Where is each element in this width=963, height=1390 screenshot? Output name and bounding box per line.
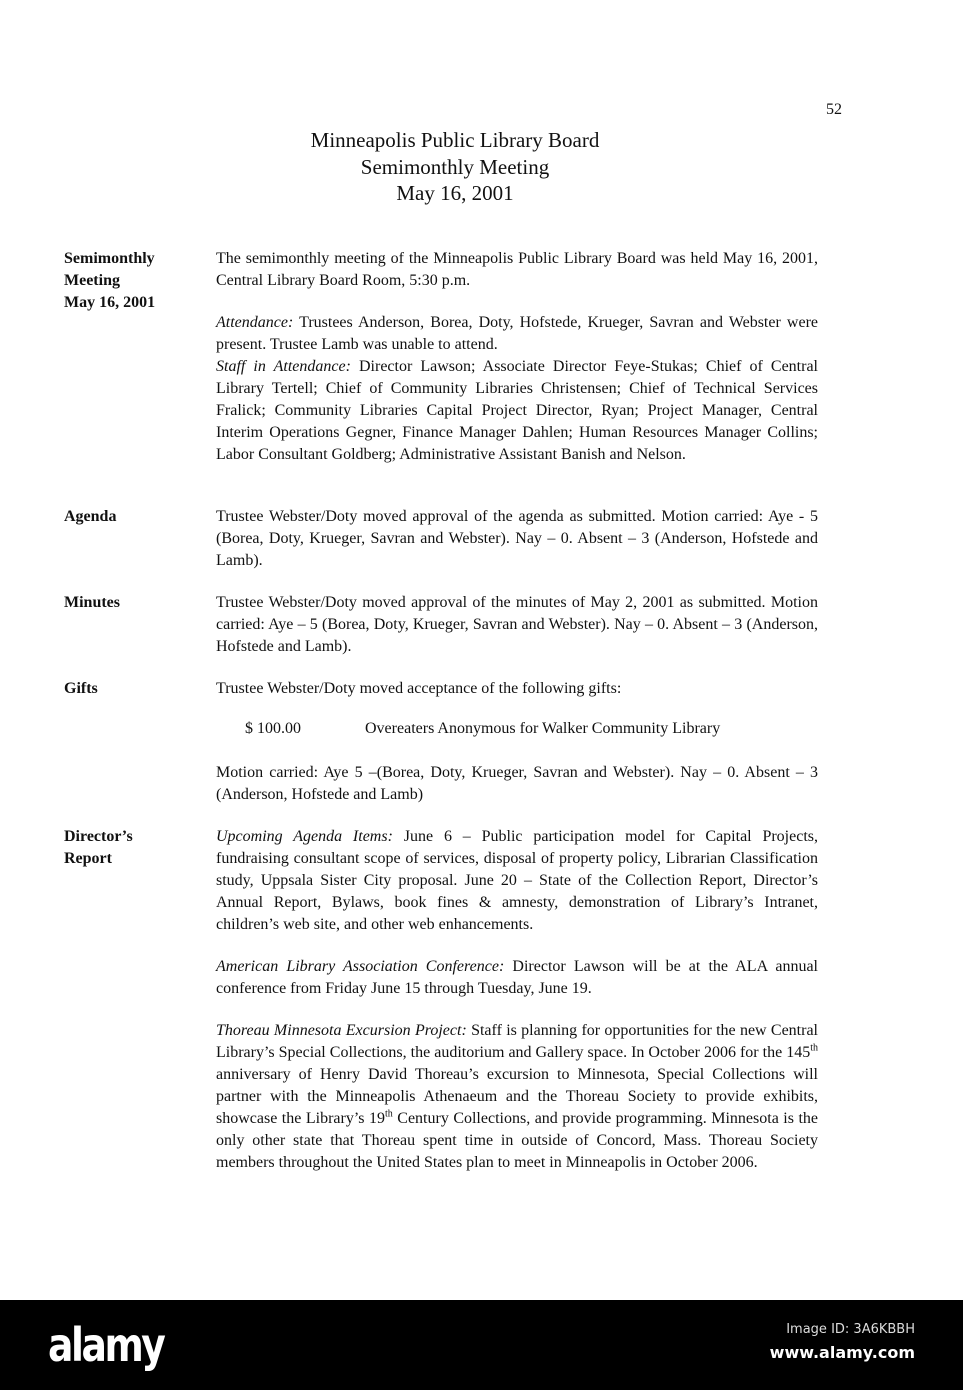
label-line: Meeting bbox=[64, 272, 120, 289]
section-body-meeting bbox=[216, 248, 818, 466]
document-title bbox=[0, 127, 910, 207]
upcoming-lead: Upcoming Agenda Items: bbox=[216, 828, 393, 845]
upcoming-paragraph bbox=[216, 826, 818, 936]
section-label-directors-report bbox=[64, 826, 133, 870]
thoreau-text: anniversary of Henry David Thoreau’s excursion to Minnesota, Special Collections will partner with the Minneapolis Athenaeum and the Thoreau Society to provide exhibits, showcase the Library’s 19 bbox=[216, 1066, 818, 1127]
gift-amount: $ 100.00 bbox=[245, 720, 301, 737]
upcoming-text: June 6 – Public participation model for Capital Projects, fundraising consultant scope of services, disposal of property policy, Librarian Classification study, Uppsala Sister City proposal. June 20 – State of the Collection Report, Director’s Annual Report, Bylaws, book fines & amnesty, demonstration of Library’s Intranet, children’s web site, and other web enhancements. bbox=[216, 828, 818, 933]
watermark-info bbox=[770, 1322, 915, 1362]
agenda-text: Trustee Webster/Doty moved approval of the agenda as submitted. Motion carried: Aye - 5 (Borea, Doty, Krueger, Savran and Webster). Nay – 0. Absent – 3 (Anderson, Hofstede and Lamb). bbox=[216, 508, 818, 569]
section-body-gifts bbox=[216, 678, 818, 700]
gifts-text: Trustee Webster/Doty moved acceptance of the following gifts: bbox=[216, 680, 622, 697]
ordinal-suffix: th bbox=[385, 1108, 393, 1120]
ala-text: Director Lawson will be at the ALA annual conference from Friday June 15 through Tuesday, June 19. bbox=[216, 958, 818, 997]
label-line: Director’s bbox=[64, 828, 133, 845]
section-label-agenda: Agenda bbox=[64, 508, 117, 525]
watermark-bar bbox=[0, 1300, 963, 1390]
thoreau-text: Staff is planning for opportunities for the new Central Library’s Special Collections, the auditorium and Gallery space. In October 2006 for the 145 bbox=[216, 1022, 818, 1061]
staff-paragraph bbox=[216, 356, 818, 466]
meeting-intro: The semimonthly meeting of the Minneapolis Public Library Board was held May 16, 2001, Central Library Board Room, 5:30 p.m. bbox=[216, 250, 818, 289]
gifts-motion-text: Motion carried: Aye 5 –(Borea, Doty, Krueger, Savran and Webster). Nay – 0. Absent – 3 (Anderson, Hofstede and Lamb) bbox=[216, 764, 818, 803]
gifts-motion bbox=[216, 762, 818, 806]
section-label-minutes: Minutes bbox=[64, 594, 120, 611]
title-line: Minneapolis Public Library Board bbox=[310, 128, 600, 152]
section-body-agenda bbox=[216, 506, 818, 572]
image-id: Image ID: 3A6KBBH bbox=[786, 1322, 915, 1337]
ordinal-suffix: th bbox=[810, 1042, 818, 1054]
thoreau-text: Century Collections, and provide programming. Minnesota is the only other state that Thoreau spent time in outside of Concord, Mass. Thoreau Society members throughout the United States plan to meet in Minneapolis in October 2006. bbox=[216, 1110, 819, 1171]
section-body-minutes bbox=[216, 592, 818, 658]
ala-paragraph bbox=[216, 956, 818, 1000]
title-line: Semimonthly Meeting bbox=[360, 154, 550, 179]
page-number: 52 bbox=[826, 101, 842, 118]
site-url: www.alamy.com bbox=[769, 1343, 915, 1362]
attendance-paragraph bbox=[216, 312, 818, 356]
staff-text: Director Lawson; Associate Director Feye-Stukas; Chief of Central Library Tertell; Chief of Community Libraries Christensen; Chief of Technical Services Fralick; Community Libraries Capital Project Director, Ryan; Project Manager, Central Interim Operations Gegner, Finance Manager Dahlen; Human Resources Manager Collins; Labor Consultant Goldberg; Administrative Assistant Banish and Nelson. bbox=[216, 358, 818, 463]
section-label-gifts: Gifts bbox=[64, 680, 98, 697]
section-label-meeting bbox=[64, 248, 155, 314]
section-body-directors-report bbox=[216, 826, 818, 1174]
attendance-text: Trustees Anderson, Borea, Doty, Hofstede, Krueger, Savran and Webster were present. Trustee Lamb was unable to attend. bbox=[216, 314, 818, 353]
alamy-logo: alamy bbox=[48, 1318, 164, 1372]
staff-lead: Staff in Attendance: bbox=[216, 358, 351, 375]
gift-description: Overeaters Anonymous for Walker Community Library bbox=[365, 720, 721, 737]
label-line: Semimonthly bbox=[64, 250, 155, 267]
label-line: May 16, 2001 bbox=[64, 294, 156, 311]
thoreau-paragraph bbox=[216, 1020, 818, 1174]
thoreau-lead: Thoreau Minnesota Excursion Project: bbox=[216, 1022, 467, 1039]
gift-row bbox=[245, 718, 720, 740]
minutes-text: Trustee Webster/Doty moved approval of the minutes of May 2, 2001 as submitted. Motion carried: Aye – 5 (Borea, Doty, Krueger, Savran and Webster). Nay – 0. Absent – 3 (Anderson, Hofstede and Lamb). bbox=[216, 594, 818, 655]
label-line: Report bbox=[64, 850, 112, 867]
title-line: May 16, 2001 bbox=[396, 181, 514, 205]
attendance-lead: Attendance: bbox=[216, 314, 294, 331]
ala-lead: American Library Association Conference: bbox=[216, 958, 505, 975]
